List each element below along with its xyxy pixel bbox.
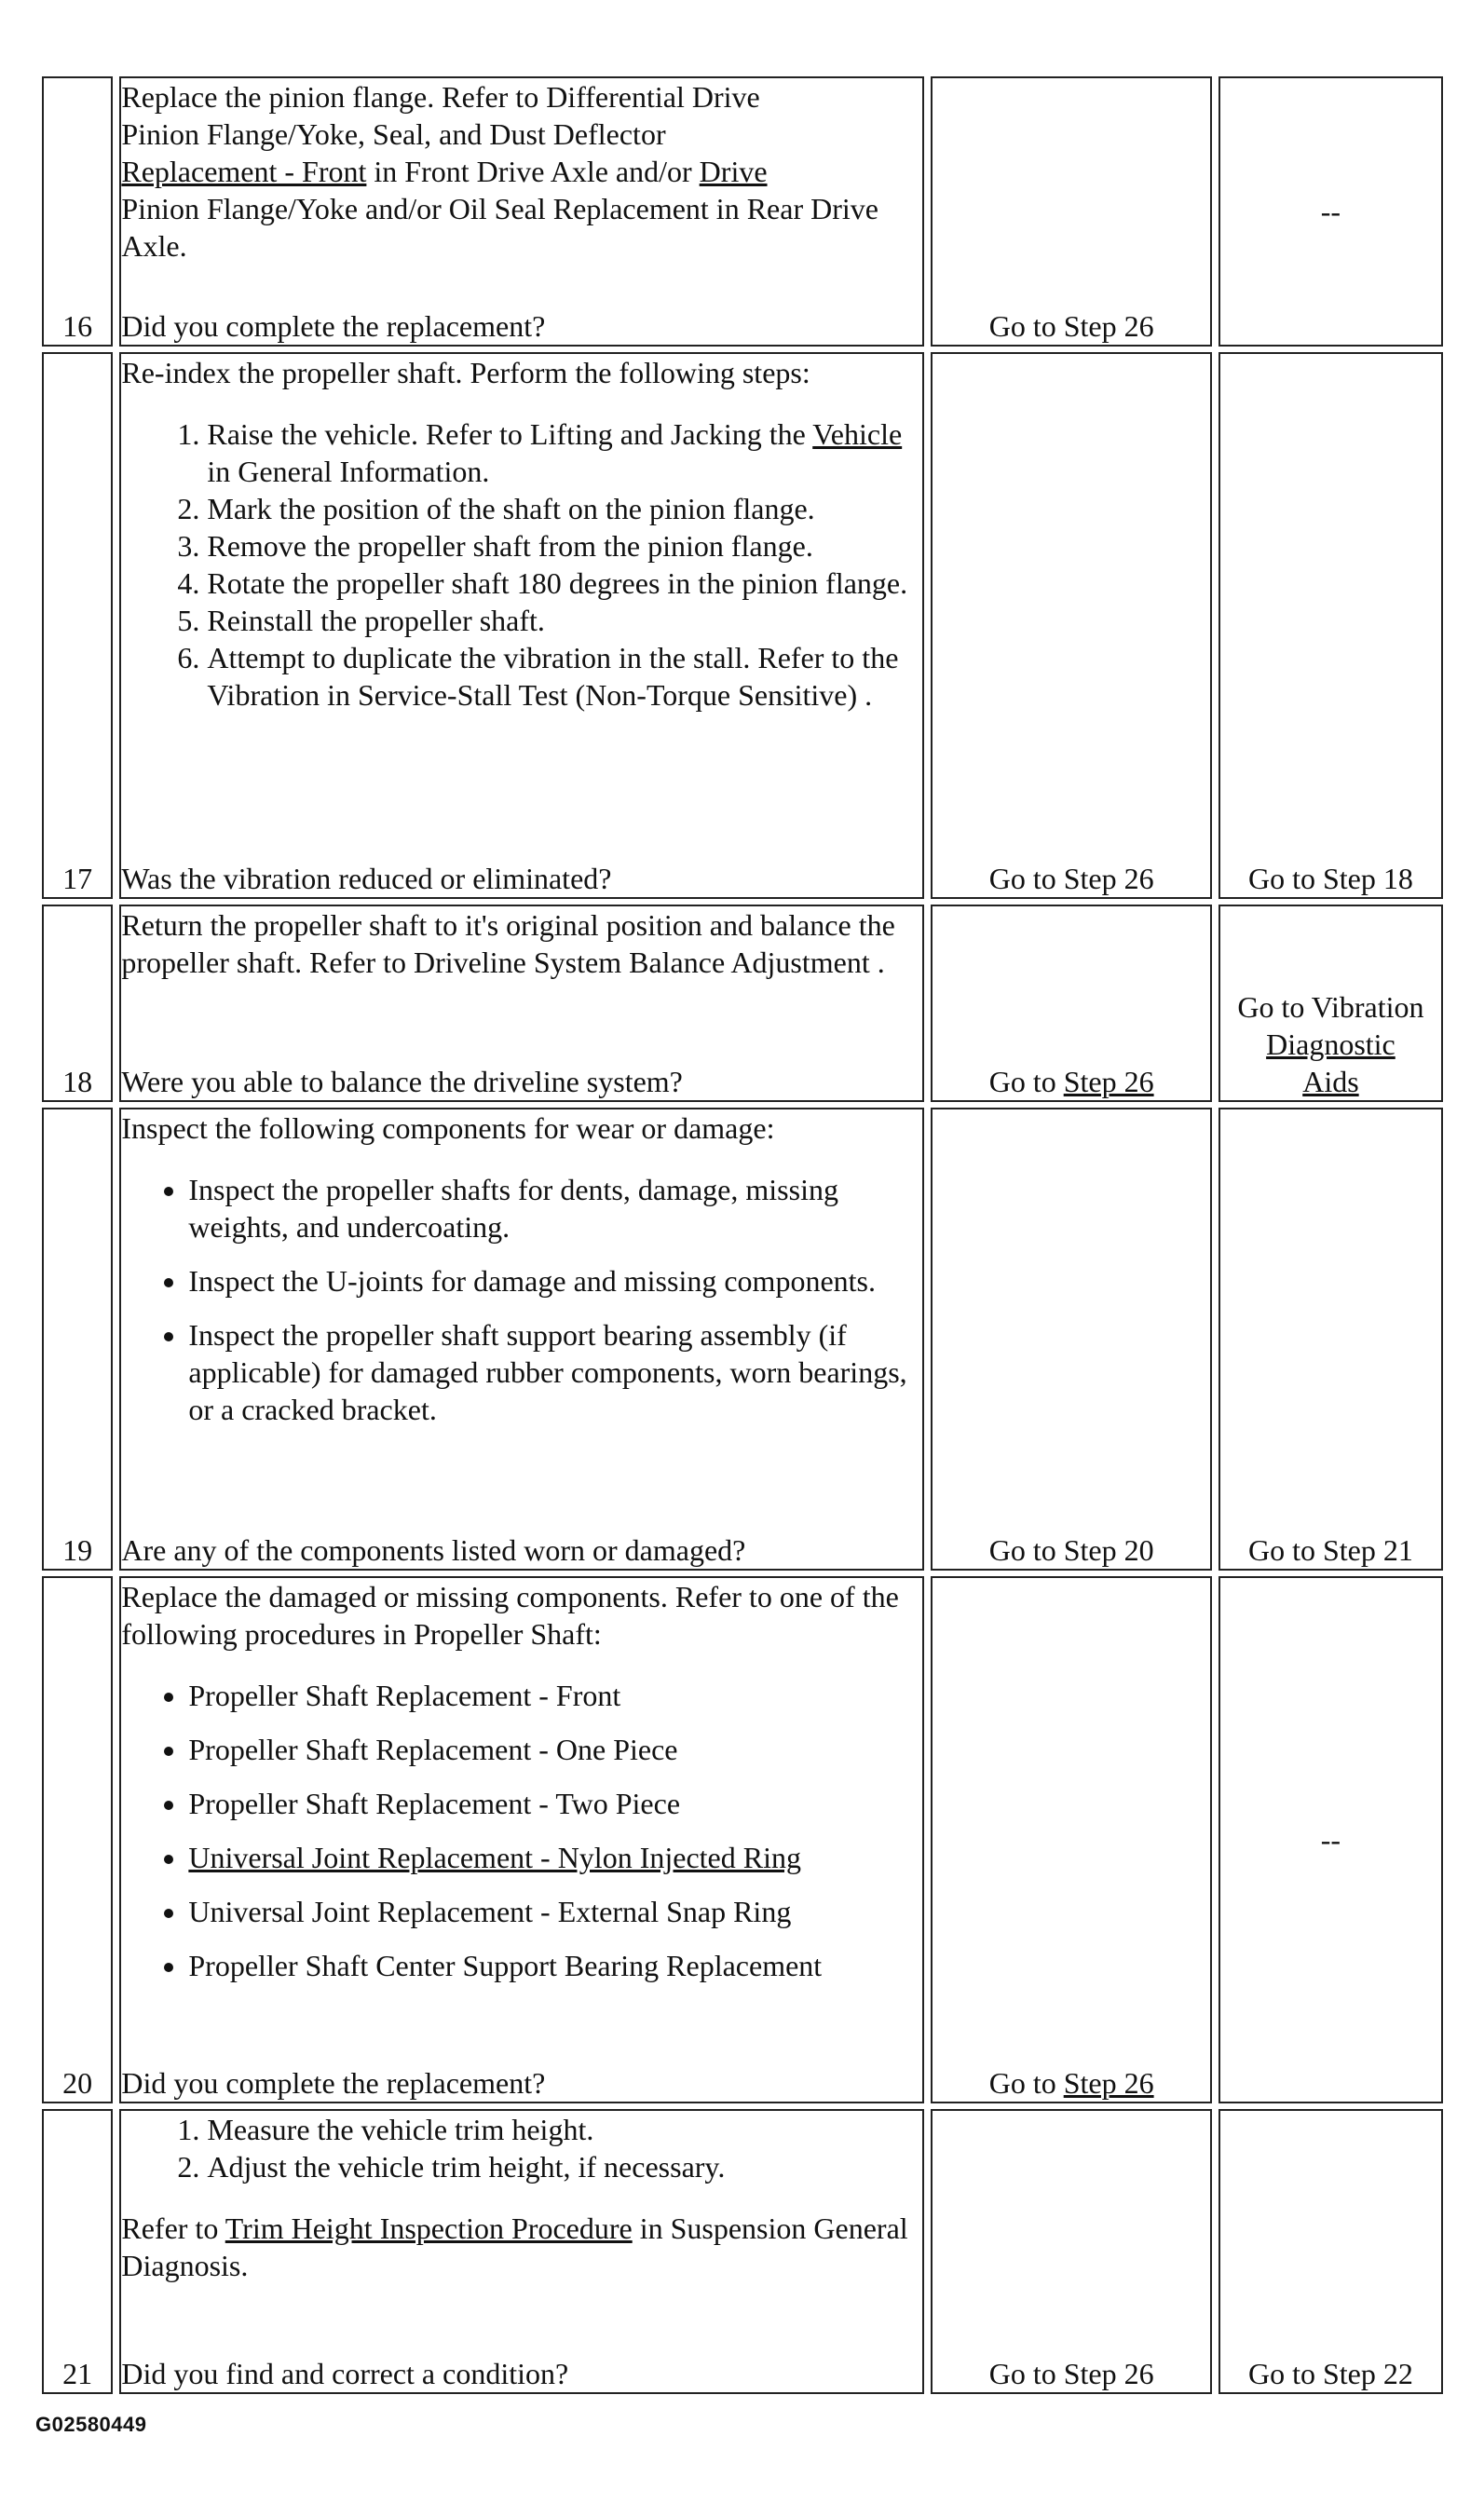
action-cell [119, 1576, 924, 2104]
action-intro: Inspect the following components for wear or damage: [121, 1111, 775, 1146]
no-cell: Go to Step 18 [1219, 352, 1443, 899]
action-line: Pinion Flange/Yoke, Seal, and Dust Deflector [121, 117, 666, 151]
list-item: 3. Remove the propeller shaft from the pinion flange. [207, 527, 922, 565]
step-number: 17 [42, 352, 113, 899]
list-item: • Inspect the propeller shafts for dents, damage, missing weights, and undercoating. [188, 1171, 922, 1245]
list-item: • Propeller Shaft Replacement - Two Piece [188, 1785, 922, 1822]
question-text: Did you find and correct a condition? [121, 2357, 569, 2390]
action-cell [119, 1108, 924, 1570]
yes-cell: Go to Step 20 [931, 1108, 1211, 1570]
question-text: Were you able to balance the driveline system? [121, 1065, 683, 1099]
link-trim-height-inspection[interactable]: Trim Height Inspection Procedure [225, 2211, 633, 2246]
link-universal-joint-nylon[interactable]: Universal Joint Replacement - Nylon Injected Ring [188, 1840, 801, 1874]
no-cell: Go to Step 21 [1219, 1108, 1443, 1570]
list-item: • Propeller Shaft Center Support Bearing Replacement [188, 1947, 922, 1984]
link-step-26[interactable]: Step 26 [1063, 2066, 1154, 2101]
link-vehicle[interactable]: Vehicle [812, 417, 903, 452]
table-row [42, 1576, 1443, 2104]
yes-cell: Go to Step 26 [931, 2109, 1211, 2394]
list-item: • Propeller Shaft Replacement - One Piece [188, 1731, 922, 1768]
inspection-list [121, 1171, 922, 1428]
table-row [42, 905, 1443, 1102]
list-item: • Inspect the U-joints for damage and missing components. [188, 1262, 922, 1300]
no-cell: Go to Step 22 [1219, 2109, 1443, 2394]
step-number: 20 [42, 1576, 113, 2104]
yes-cell: Go to Step 26 [931, 352, 1211, 899]
action-intro: Re-index the propeller shaft. Perform the following steps: [121, 356, 810, 390]
question-text: Are any of the components listed worn or damaged? [121, 1532, 746, 1567]
yes-cell: Go to Step 26 [931, 1576, 1211, 2104]
link-diagnostic-aids[interactable]: Diagnostic [1266, 1027, 1396, 1062]
refer-text: Refer to Trim Height Inspection Procedure in Suspension General Diagnosis. [121, 2211, 908, 2283]
list-item [188, 1839, 922, 1876]
action-line: Replace the pinion flange. Refer to Differential Drive [121, 80, 760, 114]
list-item: 4. Rotate the propeller shaft 180 degrees in the pinion flange. [207, 565, 922, 602]
steps-table [35, 71, 1450, 2400]
action-text [121, 78, 922, 265]
action-cell [119, 905, 924, 1102]
table-row [42, 1108, 1443, 1570]
figure-id: G02580449 [35, 2413, 147, 2436]
action-text-mid: in Front Drive Axle and/or [366, 155, 700, 188]
action-tail: Pinion Flange/Yoke and/or Oil Seal Replacement in Rear Drive Axle. [121, 192, 878, 263]
link-diagnostic-aids-2[interactable]: Aids [1302, 1065, 1359, 1099]
question-text: Was the vibration reduced or eliminated? [121, 862, 612, 896]
no-cell [1219, 905, 1443, 1102]
action-cell [119, 76, 924, 347]
list-item: 5. Reinstall the propeller shaft. [207, 602, 922, 639]
question-text: Did you complete the replacement? [121, 2066, 546, 2101]
list-item: • Inspect the propeller shaft support bearing assembly (if applicable) for damaged rubber components, worn bearings, or a cracked bracket. [188, 1316, 922, 1428]
list-item: 1. Measure the vehicle trim height. [207, 2111, 922, 2148]
link-step-26[interactable]: Step 26 [1063, 1065, 1154, 1099]
list-item: • Universal Joint Replacement - External Snap Ring [188, 1893, 922, 1930]
link-replacement-front[interactable]: Replacement - Front [121, 155, 367, 188]
link-drive[interactable]: Drive [699, 155, 768, 188]
action-cell [119, 352, 924, 899]
no-cell: -- [1219, 76, 1443, 347]
table-row [42, 2109, 1443, 2394]
list-item: 6. Attempt to duplicate the vibration in the stall. Refer to the Vibration in Service-Stall Test (Non-Torque Sensitive) . [207, 639, 922, 714]
procedure-steps-list [121, 415, 922, 714]
step-number: 21 [42, 2109, 113, 2394]
list-item: 1. Raise the vehicle. Refer to Lifting and Jacking the Vehicle in General Information. [207, 415, 922, 490]
step-number: 16 [42, 76, 113, 347]
table-row [42, 352, 1443, 899]
question-text: Did you complete the replacement? [121, 309, 546, 344]
list-item: 2. Mark the position of the shaft on the pinion flange. [207, 490, 922, 527]
step-number: 19 [42, 1108, 113, 1570]
list-item: • Propeller Shaft Replacement - Front [188, 1677, 922, 1714]
table-row [42, 76, 1443, 347]
no-text: Go to Vibration [1237, 990, 1424, 1025]
action-cell [119, 2109, 924, 2394]
yes-cell: Go to Step 26 [931, 905, 1211, 1102]
diagnostic-table [35, 71, 1450, 2400]
step-number: 18 [42, 905, 113, 1102]
procedure-steps-list [121, 2111, 922, 2185]
no-cell: -- [1219, 1576, 1443, 2104]
action-intro: Replace the damaged or missing components. Refer to one of the following procedures in Propeller Shaft: [121, 1579, 899, 1651]
action-text: Return the propeller shaft to it's original position and balance the propeller shaft. Refer to Driveline System Balance Adjustment . [121, 908, 895, 980]
list-item: 2. Adjust the vehicle trim height, if necessary. [207, 2148, 922, 2185]
yes-cell: Go to Step 26 [931, 76, 1211, 347]
procedure-list [121, 1677, 922, 1984]
